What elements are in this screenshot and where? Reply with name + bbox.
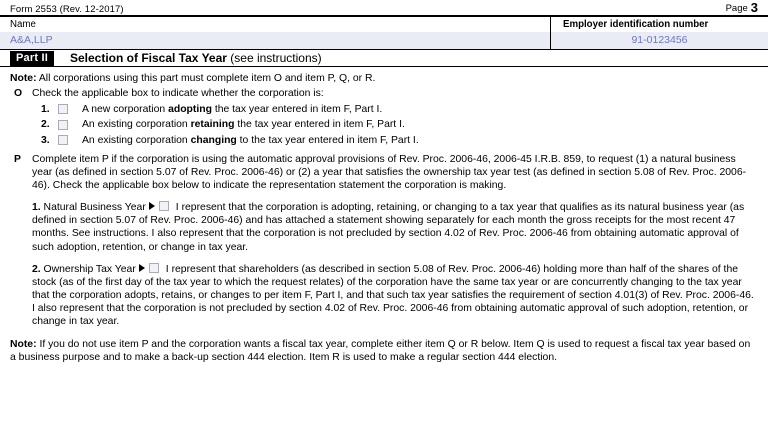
- option-1-post: the tax year entered in item F, Part I.: [211, 103, 383, 115]
- p-sub-1-number: 1.: [32, 202, 41, 214]
- option-2-bold: retaining: [190, 119, 235, 131]
- option-3-text: [82, 134, 419, 147]
- checkbox-o-3[interactable]: [58, 135, 68, 145]
- note-top: [10, 72, 758, 85]
- option-1-text: [82, 103, 382, 116]
- p-sub-2-number: 2.: [32, 263, 41, 275]
- option-2-text: [82, 118, 405, 131]
- checkbox-o-2[interactable]: [58, 120, 68, 130]
- p-sub-2-text: I represent that shareholders (as described in section 5.08 of Rev. Proc. 2006-46) holding more than half of the shares of the stock (as of the first day of the tax year to which the request relates) of the corporation have the same tax year or are concurrently changing to the tax year that the corporation adopts, retains, or changes to per item F, Part I, and that such tax year satisfies the requirement of section 4.01(3) of Rev. Proc. 2006-46. I also represent that the corporation is not precluded by section 4.02 of Rev. Proc. 2006-46 from obtaining automatic approval of such adoption, retention, or change in tax year.: [32, 263, 754, 327]
- checkbox-p-1[interactable]: [159, 201, 169, 211]
- note-top-bold: Note:: [10, 73, 37, 84]
- p-sub-2-label: Ownership Tax Year: [40, 263, 136, 275]
- part-tag: Part II: [10, 51, 54, 66]
- part-ii-banner: [0, 50, 768, 67]
- ein-cell: [551, 17, 768, 49]
- checkbox-p-2[interactable]: [149, 263, 159, 273]
- identification-table: [0, 17, 768, 50]
- option-1-pre: A new corporation: [82, 103, 169, 115]
- form-identifier: Form 2553 (Rev. 12-2017): [10, 3, 124, 15]
- arrow-right-icon-2: [139, 264, 145, 272]
- option-2-pre: An existing corporation: [82, 119, 191, 131]
- option-2-number: 2.: [41, 119, 50, 131]
- note-top-text: All corporations using this part must complete item O and item P, Q, or R.: [36, 73, 376, 84]
- ein-label: Employer identification number: [563, 19, 709, 30]
- item-o-body: [32, 87, 758, 147]
- page-number: 3: [750, 0, 758, 15]
- option-3-number: 3.: [41, 134, 50, 146]
- option-3-pre: An existing corporation: [82, 134, 191, 146]
- ein-field[interactable]: 91-0123456: [551, 32, 768, 49]
- option-3-post: to the tax year entered in item F, Part I.: [236, 134, 419, 146]
- item-p-sub-2: [32, 263, 758, 328]
- option-1-bold: adopting: [168, 103, 212, 115]
- option-1-number: 1.: [41, 103, 50, 115]
- part-title-suffix: (see instructions): [230, 51, 322, 65]
- part-title-main: Selection of Fiscal Tax Year: [69, 51, 227, 65]
- option-row-2: [32, 118, 758, 131]
- arrow-right-icon-1: [149, 202, 155, 210]
- item-o-lead: Check the applicable box to indicate whether the corporation is:: [32, 88, 324, 100]
- item-p-lead: Complete item P if the corporation is using the automatic approval provisions of Rev. Proc. 2006-46, 2006-45 I.R.B. 859, to request (1) a natural business year (as defined in section 5.07 of Rev. Proc. 2006-46) or (2) a year that satisfies the ownership tax year test (as defined in section 5.08 of Rev. Proc. 2006-46). Check the applicable box below to indicate the representation statement the corporation is making.: [32, 153, 747, 192]
- item-p-body: [32, 153, 758, 328]
- part-title: [70, 52, 322, 64]
- name-field[interactable]: A&A,LLP: [0, 32, 550, 49]
- name-cell: [0, 17, 551, 49]
- item-p-sub-1: [32, 201, 758, 253]
- page-indicator: [726, 1, 758, 14]
- form-body: [0, 67, 768, 364]
- option-2-post: the tax year entered in item F, Part I.: [234, 119, 405, 131]
- option-3-bold: changing: [190, 134, 237, 146]
- page-label: Page: [725, 3, 748, 14]
- option-row-3: [32, 134, 758, 147]
- option-row-1: [32, 103, 758, 116]
- item-p: [10, 153, 758, 328]
- note-bottom-bold: Note:: [10, 339, 37, 351]
- p-sub-1-text: I represent that the corporation is adopting, retaining, or changing to a tax year that qualifies as its natural business year (as defined in section 5.07 of Rev. Proc. 2006-46) and has attached a statement showing separately for each month the gross receipts for the most recent 47 months. See instructions. I also represent that the corporation is not precluded by section 4.02 of Rev. Proc. 2006-46 from obtaining automatic approval of such adoption, retention, or change in tax year.: [32, 202, 745, 253]
- note-bottom: [10, 338, 758, 364]
- form-header: [0, 0, 768, 17]
- checkbox-o-1[interactable]: [58, 104, 68, 114]
- name-label: Name: [10, 19, 36, 30]
- item-p-letter: P: [14, 153, 21, 165]
- item-o-letter: O: [14, 88, 23, 100]
- p-sub-1-label: Natural Business Year: [40, 202, 146, 214]
- item-o: [10, 87, 758, 147]
- note-bottom-text: If you do not use item P and the corporation wants a fiscal tax year, complete either item Q or R below. Item Q is used to request a fiscal tax year based on a business purpose and to make a back-up section 444 election. Item R is used to make a regular section 444 election.: [10, 339, 751, 364]
